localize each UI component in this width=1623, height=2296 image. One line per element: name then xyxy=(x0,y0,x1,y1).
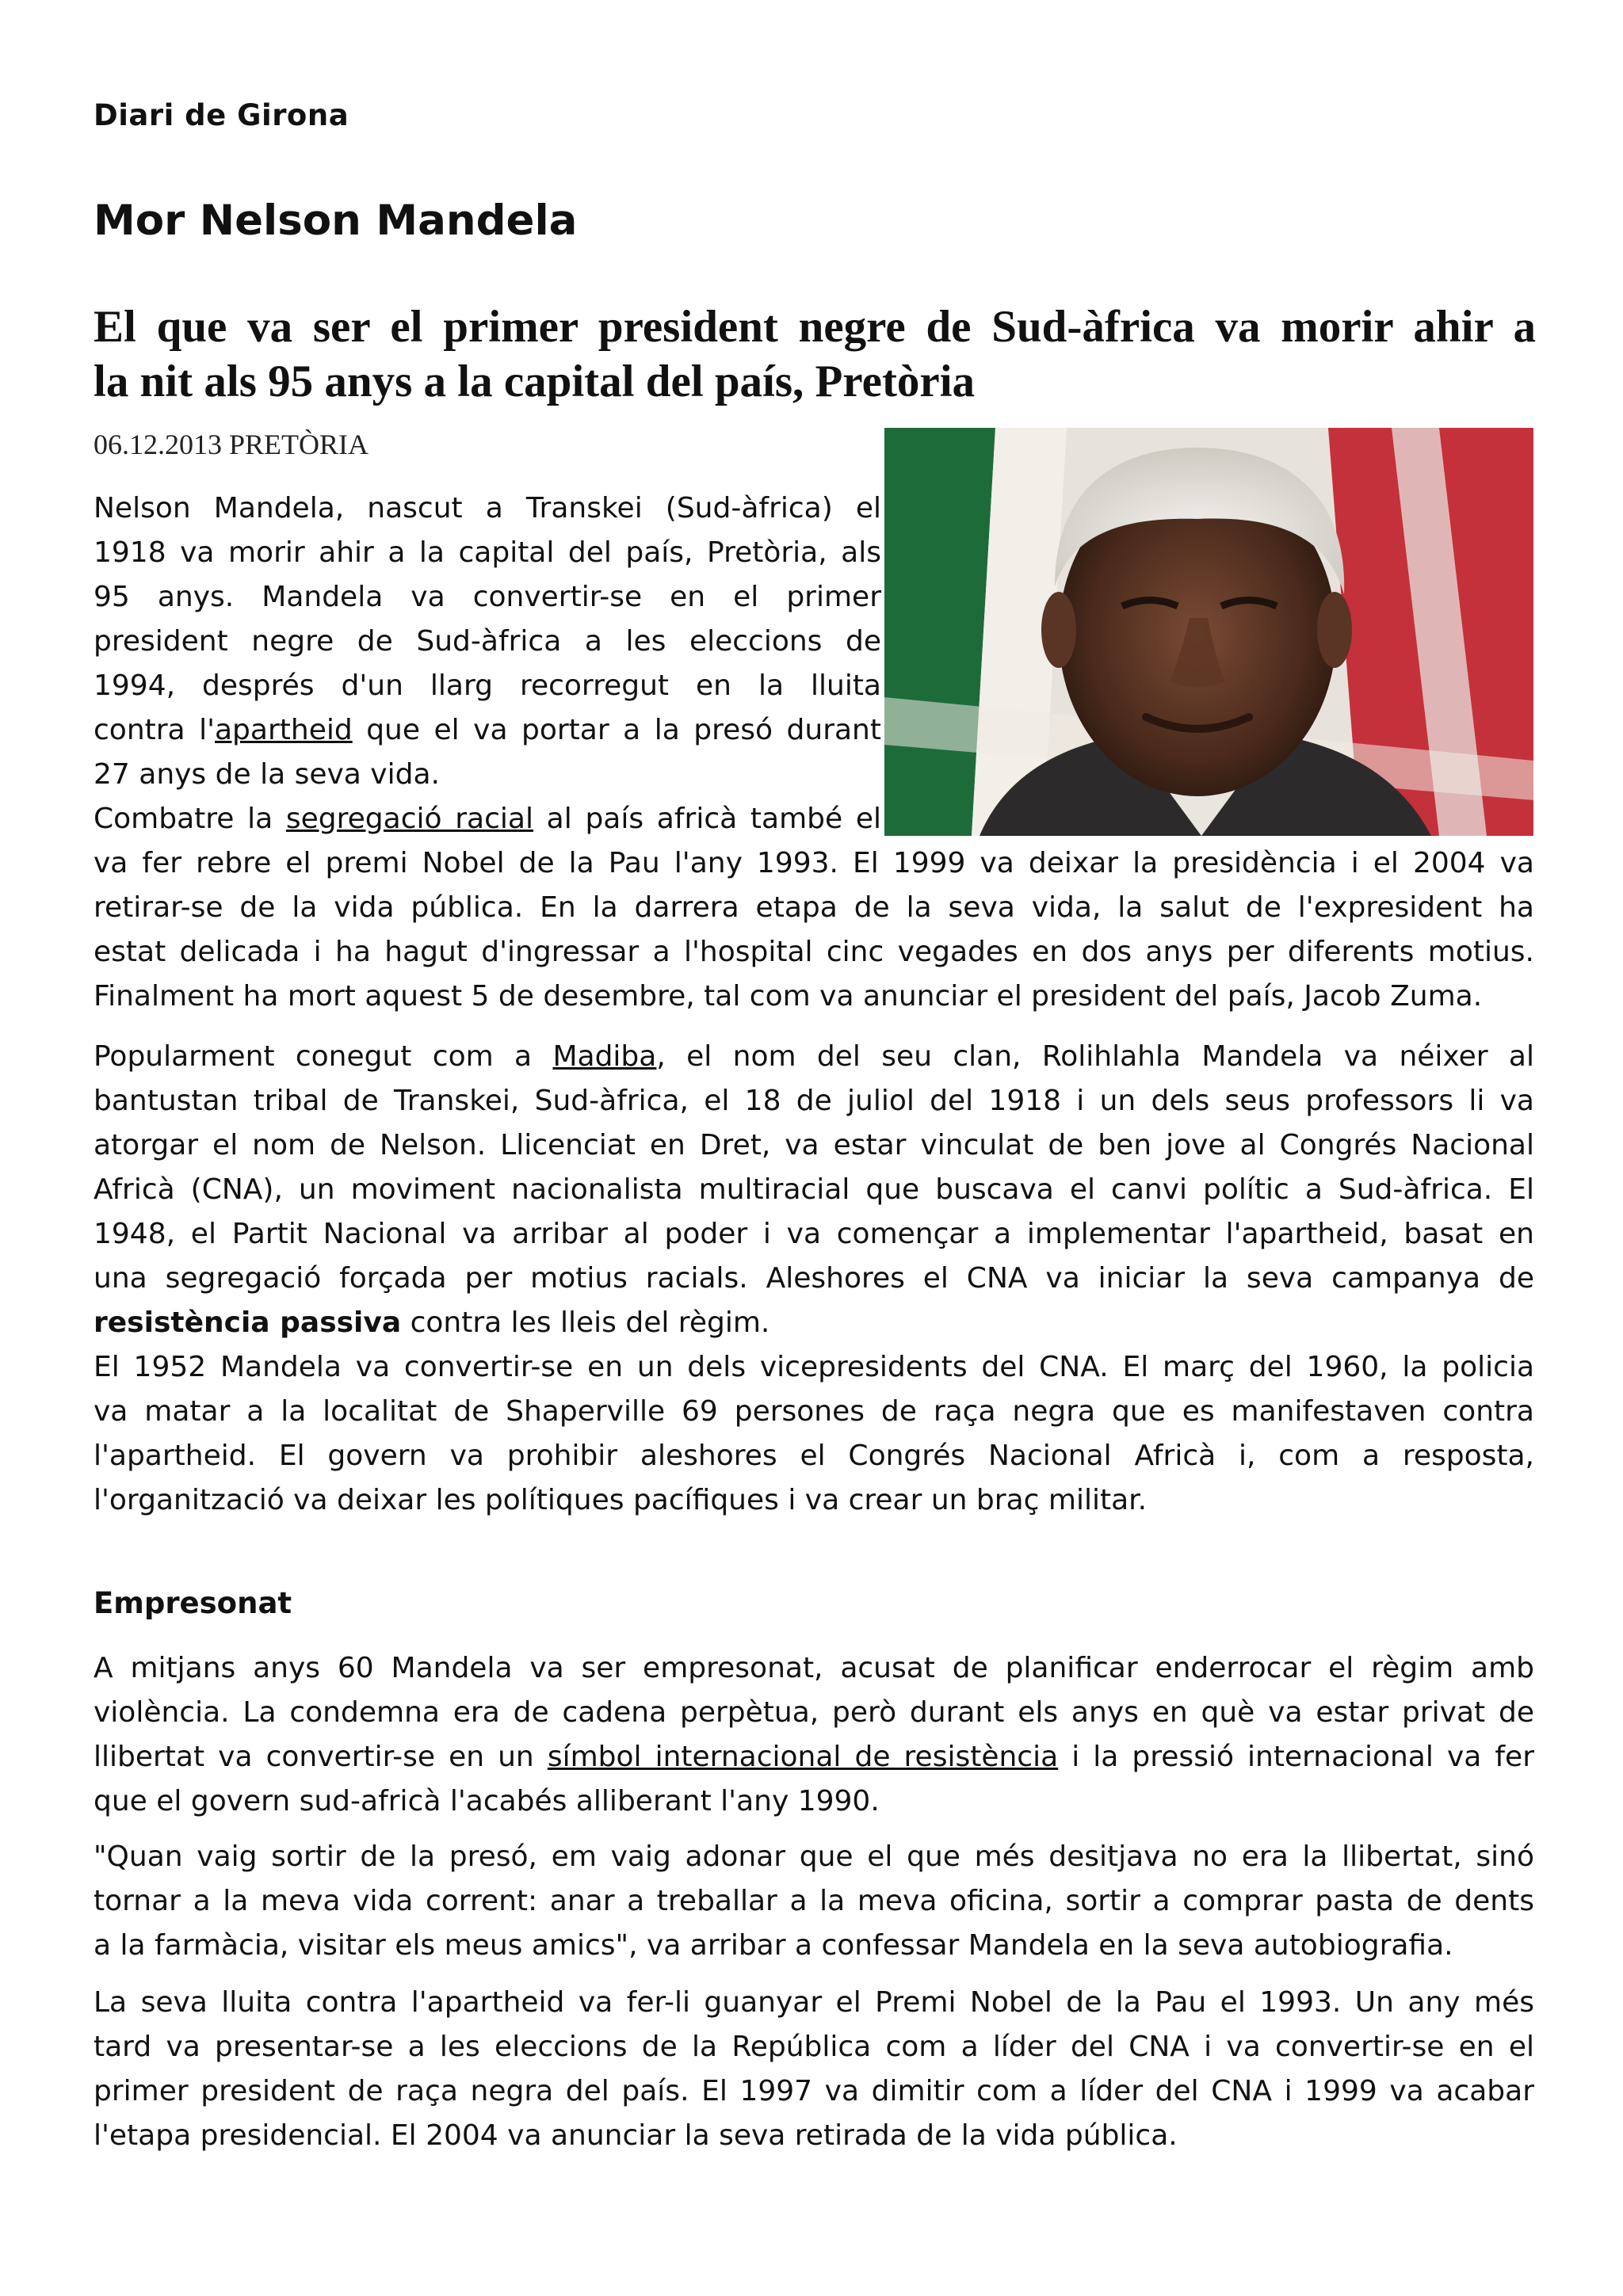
text-line xyxy=(94,1735,1534,1779)
text-line: tornar a la meva vida corrent: anar a treballar a la meva oficina, sortir a comprar pasta de dents xyxy=(94,1885,1534,1917)
text-line xyxy=(94,797,881,841)
apartheid-link[interactable]: apartheid xyxy=(215,714,353,746)
headline: Mor Nelson Mandela xyxy=(94,196,578,245)
text-line: bantustan tribal de Transkei, Sud-àfrica, el 18 de juliol del 1918 i un dels seus professors li va xyxy=(94,1085,1534,1117)
text-segment: i la pressió internacional va fer xyxy=(1058,1741,1534,1773)
text-segment: Combatre la xyxy=(94,803,286,835)
prison-paragraph xyxy=(94,1646,1534,1824)
text-line: que el govern sud-africà l'acabés alliberant l'any 1990. xyxy=(94,1785,880,1817)
text-line: 95 anys. Mandela va convertir-se en el primer xyxy=(94,581,881,613)
text-segment: Popularment conegut com a xyxy=(94,1040,553,1073)
text-line: 1918 va morir ahir a la capital del país, Pretòria, als xyxy=(94,536,881,569)
text-line: Finalment ha mort aquest 5 de desembre, tal com va anunciar el president del país, Jacob Zuma. xyxy=(94,980,1483,1013)
text-segment: que el va portar a la presó durant xyxy=(352,714,881,746)
newspaper-name: Diari de Girona xyxy=(94,98,349,132)
text-line xyxy=(94,708,881,753)
text-line: primer president de raça negra del país. El 1997 va dimitir com a líder del CNA i 1999 va acabar xyxy=(94,2075,1534,2107)
text-line: violència. La condemna era de cadena perpètua, però durant els anys en què va estar privat de xyxy=(94,1696,1534,1729)
text-segment: contra les lleis del règim. xyxy=(401,1306,770,1339)
subheadline-line: la nit als 95 anys a la capital del país, Pretòria xyxy=(94,357,976,406)
text-line xyxy=(94,1035,1534,1079)
subheadline-line: El que va ser el primer president negre de Sud-àfrica va morir ahir a xyxy=(94,302,1536,352)
text-line: 1994, després d'un llarg recorregut en la lluita xyxy=(94,669,881,702)
text-line: El 1952 Mandela va convertir-se en un dels vicepresidents del CNA. El març del 1960, la policia xyxy=(94,1351,1534,1383)
text-line: va matar a la localitat de Shaperville 69 persones de raça negra que es manifestaven contra xyxy=(94,1395,1534,1428)
final-paragraph xyxy=(94,1981,1534,2158)
text-line: estat delicada i ha hagut d'ingressar a l'hospital cinc vegades en dos anys per diferents motius. xyxy=(94,936,1534,968)
text-line xyxy=(94,1301,1534,1345)
text-line: una segregació forçada per motius racials. Aleshores el CNA va iniciar la seva campanya de xyxy=(94,1262,1534,1295)
madiba-link[interactable]: Madiba xyxy=(552,1040,657,1073)
segregacio-racial-link[interactable]: segregació racial xyxy=(285,803,533,835)
text-line: A mitjans anys 60 Mandela va ser empresonat, acusat de planificar enderrocar el règim amb xyxy=(94,1652,1534,1684)
text-line: 27 anys de la seva vida. xyxy=(94,758,440,791)
text-line: l'etapa presidencial. El 2004 va anunciar la seva retirada de la vida pública. xyxy=(94,2119,1178,2152)
biography-paragraph xyxy=(94,1035,1534,1523)
text-line: atorgar el nom de Nelson. Llicenciat en Dret, va estar vinculat de ben jove al Congrés Nacional xyxy=(94,1129,1534,1161)
text-line: retirar-se de la vida pública. En la darrera etapa de la seva vida, la salut de l'expresident ha xyxy=(94,891,1534,924)
text-line: Nelson Mandela, nascut a Transkei (Sud-àfrica) el xyxy=(94,492,881,524)
subheadline xyxy=(94,299,1536,409)
text-line: 1948, el Partit Nacional va arribar al poder i va començar a implementar l'apartheid, basat en xyxy=(94,1218,1534,1250)
text-line: Africà (CNA), un moviment nacionalista multiracial que buscava el canvi polític a Sud-àfrica. El xyxy=(94,1173,1534,1206)
text-line: a la farmàcia, visitar els meus amics", va arribar a confessar Mandela en la seva autobiografia. xyxy=(94,1929,1453,1962)
text-line: l'apartheid. El govern va prohibir aleshores el Congrés Nacional Africà i, com a resposta, xyxy=(94,1440,1534,1472)
text-line: l'organització va deixar les polítiques pacífiques i va crear un braç militar. xyxy=(94,1484,1148,1516)
text-line: va fer rebre el premi Nobel de la Pau l'any 1993. El 1999 va deixar la presidència i el 2004 va xyxy=(94,847,1534,879)
text-line: La seva lluita contra l'apartheid va fer-li guanyar el Premi Nobel de la Pau el 1993. Un any més xyxy=(94,1986,1534,2019)
text-segment: contra l' xyxy=(94,714,215,746)
text-line: "Quan vaig sortir de la presó, em vaig adonar que el que més desitjava no era la llibertat, sinó xyxy=(94,1840,1534,1873)
text-segment: , el nom del seu clan, Rolihlahla Mandela va néixer al xyxy=(656,1040,1534,1073)
text-line: tard va presentar-se a les eleccions de la República com a líder del CNA i va convertir-se en el xyxy=(94,2031,1534,2063)
text-segment: al país africà també el xyxy=(533,803,882,835)
text-line: president negre de Sud-àfrica a les eleccions de xyxy=(94,625,881,658)
quote-paragraph xyxy=(94,1835,1534,1968)
section-heading: Empresonat xyxy=(94,1586,292,1620)
resistencia-passiva-bold: resistència passiva xyxy=(94,1306,402,1339)
lead-paragraph xyxy=(94,486,1534,1019)
simbol-internacional-link[interactable]: símbol internacional de resistència xyxy=(547,1741,1059,1773)
text-segment: llibertat va convertir-se en un xyxy=(94,1741,548,1773)
dateline: 06.12.2013 PRETÒRIA xyxy=(94,429,369,460)
